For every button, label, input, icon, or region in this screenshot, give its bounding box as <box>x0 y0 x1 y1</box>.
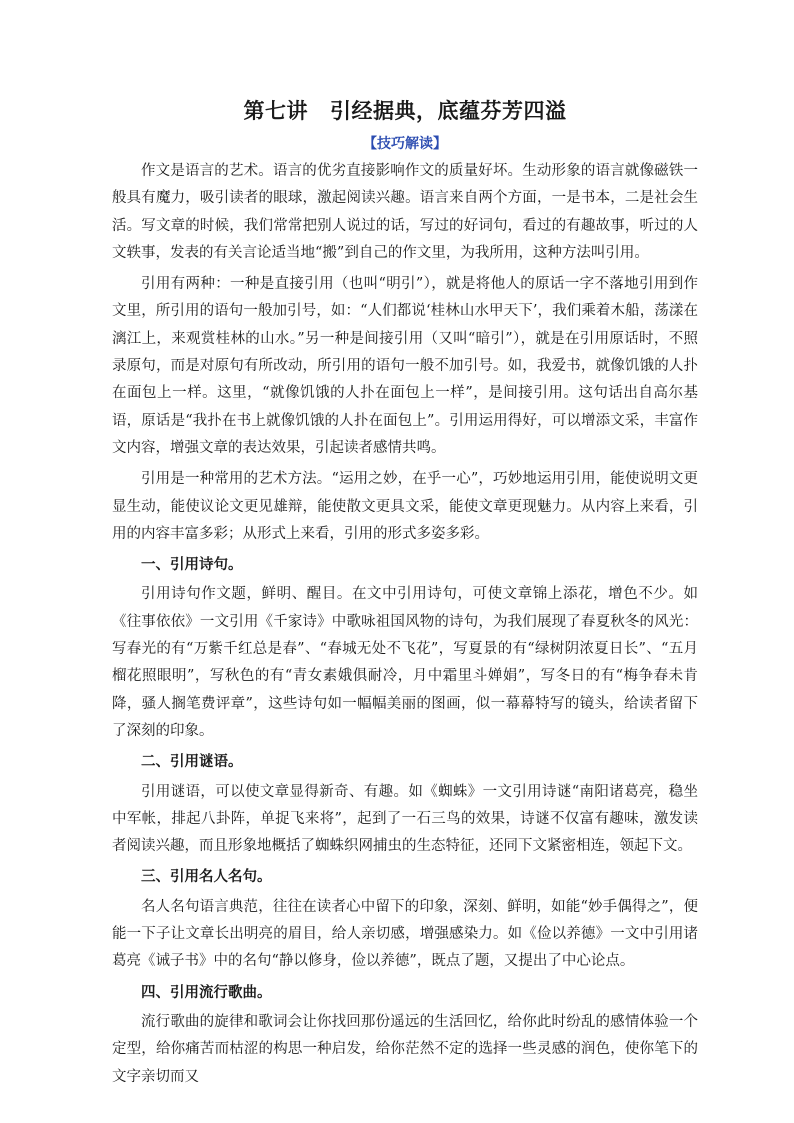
title-topic: 引经据典，底蕴芬芳四溢 <box>330 98 567 123</box>
section-heading-famous-quotes: 三、引用名人名句。 <box>141 869 272 886</box>
paragraph-two-types: 引用有两种：一种是直接引用（也叫“明引”），就是将他人的原话一字不落地引用到作文里，所引用的语句一般加引号，如：“人们都说‘桂林山水甲天下’，我们乘着木船，荡漾在漓江上，来观赏桂林的山水。”另一种是间接引用（又叫“暗引”），就是在引用原话时，不照录原句，而是对原句有所改动，所引用的语句一般不加引号。如，我爱书，就像饥饿的人扑在面包上一样。这里，“就像饥饿的人扑在面包上一样”，是间接引用。这句话出自高尔基语，原话是“我扑在书上就像饥饿的人扑在面包上”。引用运用得好，可以增添文采，丰富作文内容，增强文章的表达效果，引起读者感情共鸣。 <box>112 276 698 456</box>
section-subtitle: 【技巧解读】 <box>363 136 447 152</box>
paragraph-art-method: 引用是一种常用的艺术方法。“运用之妙，在乎一心”，巧妙地运用引用，能使说明文更显生动，能使议论文更见雄辩，能使散文更具文采，能使文章更现魅力。从内容上来看，引用的内容丰富多彩；从形式上来看，引用的形式多姿多彩。 <box>112 471 698 542</box>
paragraph-famous-quotes: 名人名句语言典范，往往在读者心中留下的印象，深刻、鲜明，如能“妙手偶得之”，便能一下子让文章长出明亮的眉目，给人亲切感，增强感染力。如《俭以养德》一文中引用诸葛亮《诫子书》中的名句“静以修身，俭以养德”，既点了题，又提出了中心论点。 <box>112 898 698 970</box>
document-page <box>112 96 698 1091</box>
paragraph-poetry: 引用诗句作文题，鲜明、醒目。在文中引用诗句，可使文章锦上添花，增色不少。如《往事依依》一文引用《千家诗》中歌咏祖国风物的诗句，为我们展现了春夏秋冬的风光：写春光的有“万紫千红总是春”、“春城无处不飞花”，写夏景的有“绿树阴浓夏日长”、“五月榴花照眼明”，写秋色的有“青女素娥俱耐冷，月中霜里斗婵娟”，写冬日的有“梅争春未肯降，骚人搁笔费评章”，这些诗句如一幅幅美丽的图画，似一幕幕特写的镜头，给读者留下了深刻的印象。 <box>112 586 698 739</box>
paragraph-intro: 作文是语言的艺术。语言的优劣直接影响作文的质量好坏。生动形象的语言就像磁铁一般具有魔力，吸引读者的眼球，激起阅读兴趣。语言来自两个方面，一是书本，二是社会生活。写文章的时候，我们常常把别人说过的话，写过的好词句，看过的有趣故事，听过的人文轶事，发表的有关言论适当地“搬”到自己的作文里，为我所用，这种方法叫引用。 <box>112 163 698 261</box>
section-heading-poetry: 一、引用诗句。 <box>141 557 243 574</box>
section-heading-pop-songs: 四、引用流行歌曲。 <box>141 984 272 1001</box>
page-title <box>112 96 698 126</box>
paragraph-riddles: 引用谜语，可以使文章显得新奇、有趣。如《蜘蛛》一文引用诗谜“南阳诸葛亮，稳坐中军帐，排起八卦阵，单捉飞来将”，起到了一石三鸟的效果，诗谜不仅富有趣味，激发读者阅读兴趣，而且形象地概括了蜘蛛织网捕虫的生态特征，还同下文紧密相连，领起下文。 <box>112 783 698 855</box>
section-heading-riddles: 二、引用谜语。 <box>141 754 243 771</box>
title-lecture-number: 第七讲 <box>243 98 308 123</box>
paragraph-pop-songs: 流行歌曲的旋律和歌词会让你找回那份遥远的生活回忆，给你此时纷乱的感情体验一个定型，给你痛苦而枯涩的构思一种启发，给你茫然不定的选择一些灵感的润色，使你笔下的文字亲切而又 <box>112 1013 698 1085</box>
